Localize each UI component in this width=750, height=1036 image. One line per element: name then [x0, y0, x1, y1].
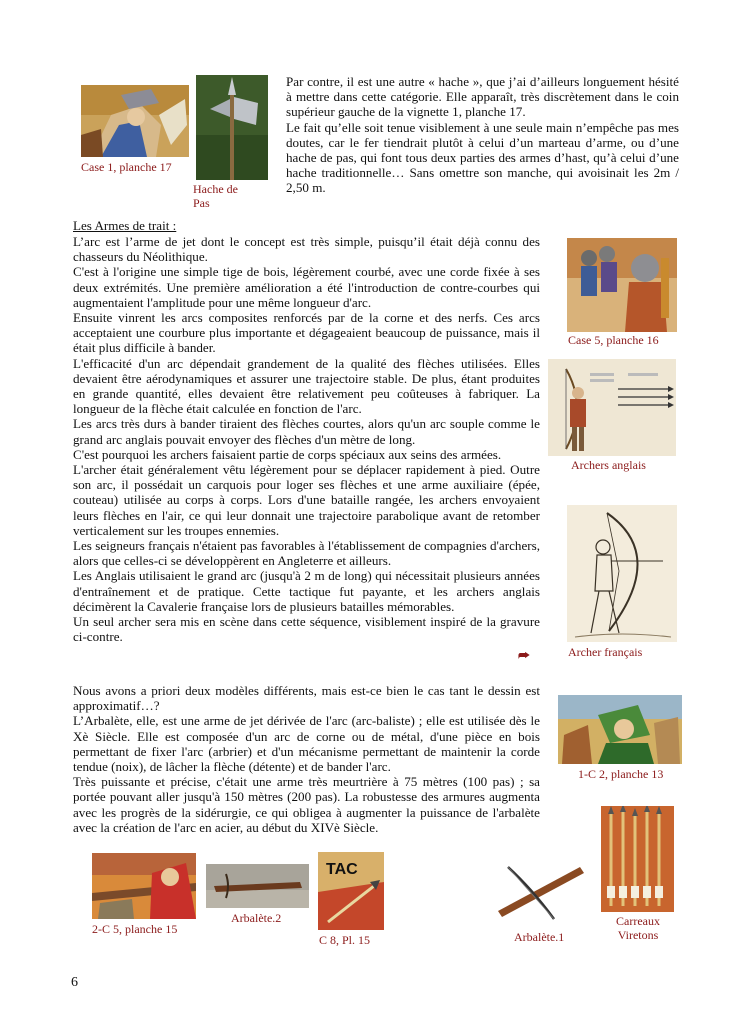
- tac-sound-effect: TAC: [326, 861, 358, 878]
- body-paragraph: Les arcs très durs à bander tiraient des flèches courtes, alors qu'un arc souple comme le grand arc anglais pouvait envoyer des flèches d'un mètre de long.: [73, 416, 540, 447]
- carreaux-viretons-image: [601, 806, 674, 912]
- hache-de-pas-image: [196, 75, 268, 180]
- right-arrow-icon: ⮫: [518, 648, 531, 663]
- page-number: 6: [71, 975, 78, 990]
- caption-case1: Case 1, planche 17: [81, 160, 172, 174]
- body-paragraph: Ensuite vinrent les arcs composites renforcés par de la corne et des nerfs. Ces arcs acceptaient une courbure plus importante et dégageaient beaucoup de puissance, mais il était plus difficile à bander.: [73, 310, 540, 356]
- crossbow-paragraph: Très puissante et précise, c'était une arme très meurtrière à 75 mètres (100 pas) ; sa portée pouvant aller jusqu'à 150 mètres (200 pas). La robustesse des armures augmenta avec les progrès de la sidérurgie, ce qui obligea à augmenter la puissance de l'arbalète avec la création de l'arc en acier, au début du XIVè Siècle.: [73, 774, 540, 835]
- comic-panel-c5-image: [92, 853, 196, 919]
- caption-arbalete2: Arbalète.2: [231, 911, 282, 925]
- archer-francais-engraving-image: [567, 505, 677, 642]
- caption-c8: C 8, Pl. 15: [319, 933, 371, 947]
- comic-panel-case5-image: [567, 238, 677, 332]
- caption-archer-francais: Archer français: [568, 645, 643, 659]
- comic-panel-c2-image: [558, 695, 682, 764]
- comic-panel-case1-image: [81, 85, 189, 157]
- body-paragraph: Les seigneurs français n'étaient pas favorables à l'établissement de compagnies d'archers, alors que celles-ci se développèrent en Angleterre et ailleurs.: [73, 538, 540, 569]
- intro-text-1: Par contre, il est une autre « hache », que j’ai d’ailleurs longuement hésité à mettre dans cette catégorie. Elle apparaît, très discrètement dans le coin supérieur gauche de la vignette 1, planche 17.: [286, 74, 679, 120]
- body-paragraph: C'est à l'origine une simple tige de bois, légèrement courbé, avec une corde fixée à ses deux extrémités. Une première amélioration a été l'introduction de contre-courbes qui augmentaient l'amplitude pour une même longueur d'arc.: [73, 264, 540, 310]
- caption-hache-de-pas: [193, 182, 238, 210]
- caption-arbalete1: Arbalète.1: [514, 930, 565, 944]
- caption-hache-line2: Pas: [193, 196, 210, 210]
- arbalete1-image: [488, 853, 590, 927]
- archery-body-text: [73, 234, 540, 644]
- comic-panel-c8-image: [318, 852, 384, 930]
- body-paragraph: L'archer était généralement vêtu légèrement pour se déplacer rapidement à pied. Outre son arc, il possédait un carquois pour loger ses flèches et une arme auxiliaire (épée, couteau) utilisée au corps à corps. Lors d'une bataille rangée, les archers envoyaient leurs flèches en l'air, ce qui leur donnait une trajectoire parabolique avant de retomber verticalement sur les troupes ennemies.: [73, 462, 540, 538]
- archers-anglais-image: [548, 359, 676, 456]
- body-paragraph: L’arc est l’arme de jet dont le concept est très simple, puisqu’il était déjà connu des chasseurs du Néolithique.: [73, 234, 540, 265]
- crossbow-body-text: [73, 683, 540, 835]
- body-paragraph: C'est pourquoi les archers faisaient partie de corps spéciaux aux seins des armées.: [73, 446, 502, 462]
- caption-carreaux-viretons: [608, 914, 668, 942]
- caption-carreaux-line2: Viretons: [617, 928, 659, 942]
- section-heading-armes-de-trait: Les Armes de trait :: [73, 218, 177, 233]
- caption-hache-line1: Hache de: [193, 182, 238, 196]
- body-paragraph: L'efficacité d'un arc dépendait grandement de la qualité des flèches utilisées. Elles devaient être aérodynamiques et assurer une trajectoire stable. De plus, étant produites en grande quantité, elles devaient être relativement peu coûteuses à fabriquer. La longueur de la flèche était calculée en fonction de l'arc.: [73, 355, 540, 417]
- body-paragraph: Un seul archer sera mis en scène dans cette séquence, visiblement inspiré de la gravure ci-contre.: [73, 614, 540, 645]
- caption-carreaux-line1: Carreaux: [616, 914, 660, 928]
- intro-paragraph: [286, 74, 679, 196]
- crossbow-paragraph: L’Arbalète, elle, est une arme de jet dérivée de l'arc (arc-baliste) ; elle est utilisée dès le Xè Siècle. Elle est composée d'un arc de corne ou de métal, d'une pièce en bois permettant de fixer l'arc (arbrier) et d'un mécanisme permettant de maintenir la corde tendue (noix), de lâcher la flèche (détente) et de bander l'arc.: [73, 713, 540, 775]
- crossbow-paragraph: Nous avons a priori deux modèles différents, mais est-ce bien le cas tant le dessin est approximatif…?: [73, 683, 540, 714]
- caption-archers-anglais: Archers anglais: [571, 458, 646, 472]
- caption-c2: 1-C 2, planche 13: [578, 767, 664, 781]
- arbalete2-image: [206, 864, 309, 908]
- intro-text-2: Le fait qu’elle soit tenue visiblement à une seule main n’empêche pas mes doutes, car le fer tiendrait plutôt à celui d’un marteau d’arme, ou d’une hache de pas, qui font tous deux parties des armes d’hast, qu’à celui d’une hache traditionnelle… Sans omettre son manche, qui avoisinait les 2m / 2,50 m.: [286, 119, 679, 196]
- caption-c5: 2-C 5, planche 15: [92, 922, 178, 936]
- body-paragraph: Les Anglais utilisaient le grand arc (jusqu'à 2 m de long) qui nécessitait plusieurs années d'entraînement et de pratique. Cette tactique fut payante, et les archers anglais décimèrent la Cavalerie française lors de plusieurs batailles mémorables.: [73, 568, 540, 614]
- caption-case5: Case 5, planche 16: [568, 333, 659, 347]
